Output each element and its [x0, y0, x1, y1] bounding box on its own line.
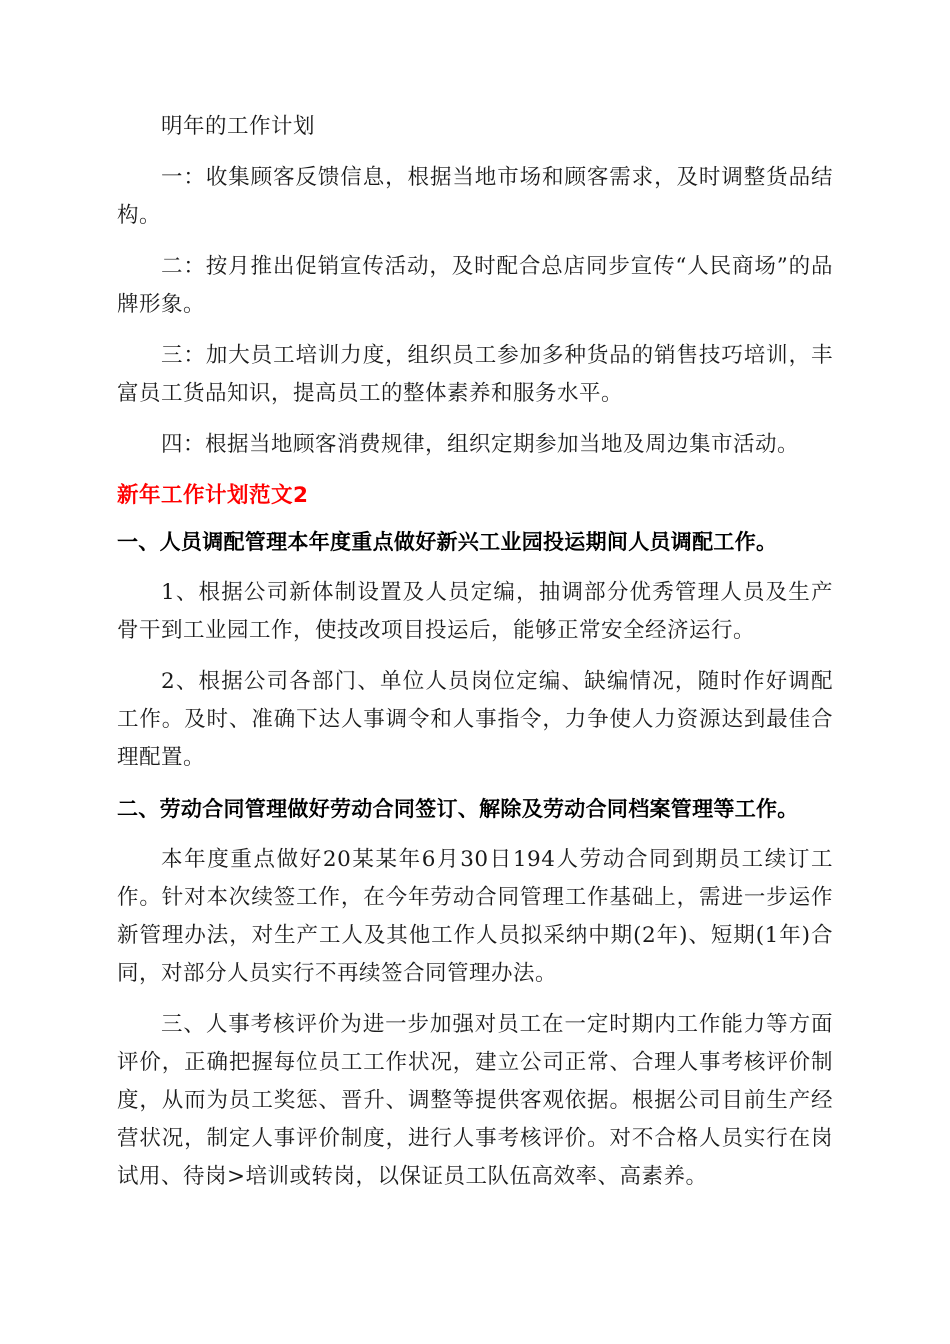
- part2-item-1: 本年度重点做好20某某年6月30日194人劳动合同到期员工续订工作。针对本次续签工作，在今年劳动合同管理工作基础上，需进一步运作新管理办法，对生产工人及其他工作人员拟采纳中期(2年)、短期(1年)合同，对部分人员实行不再续签合同管理办法。: [117, 847, 833, 986]
- document-body: [117, 108, 833, 1209]
- part1-item-2: 2、根据公司各部门、单位人员岗位定编、缺编情况，随时作好调配工作。及时、准确下达人事调令和人事指令，力争使人力资源达到最佳合理配置。: [117, 669, 833, 770]
- part2-heading: 二、劳动合同管理做好劳动合同签订、解除及劳动合同档案管理等工作。: [117, 797, 799, 821]
- example-heading: 新年工作计划范文2: [117, 483, 309, 508]
- part2-item-2: 三、人事考核评价为进一步加强对员工在一定时期内工作能力等方面评价，正确把握每位员工工作状况，建立公司正常、合理人事考核评价制度，从而为员工奖惩、晋升、调整等提供客观依据。根据公司目前生产经营状况，制定人事评价制度，进行人事考核评价。对不合格人员实行在岗试用、待岗>培训或转岗，以保证员工队伍高效率、高素养。: [117, 1012, 833, 1189]
- part1-heading: 一、人员调配管理本年度重点做好新兴工业园投运期间人员调配工作。: [117, 530, 778, 554]
- plan-item-2: 二：按月推出促销宣传活动，及时配合总店同步宣传“人民商场”的品牌形象。: [117, 254, 833, 317]
- plan-item-3: 三：加大员工培训力度，组织员工参加多种货品的销售技巧培训，丰富员工货品知识，提高员工的整体素养和服务水平。: [117, 343, 833, 406]
- part1-item-1: 1、根据公司新体制设置及人员定编，抽调部分优秀管理人员及生产骨干到工业园工作，使技改项目投运后，能够正常安全经济运行。: [117, 580, 833, 643]
- plan-item-1: 一：收集顾客反馈信息，根据当地市场和顾客需求，及时调整货品结构。: [117, 165, 833, 228]
- section-title: 明年的工作计划: [161, 114, 316, 139]
- plan-item-4: 四：根据当地顾客消费规律，组织定期参加当地及周边集市活动。: [161, 432, 800, 457]
